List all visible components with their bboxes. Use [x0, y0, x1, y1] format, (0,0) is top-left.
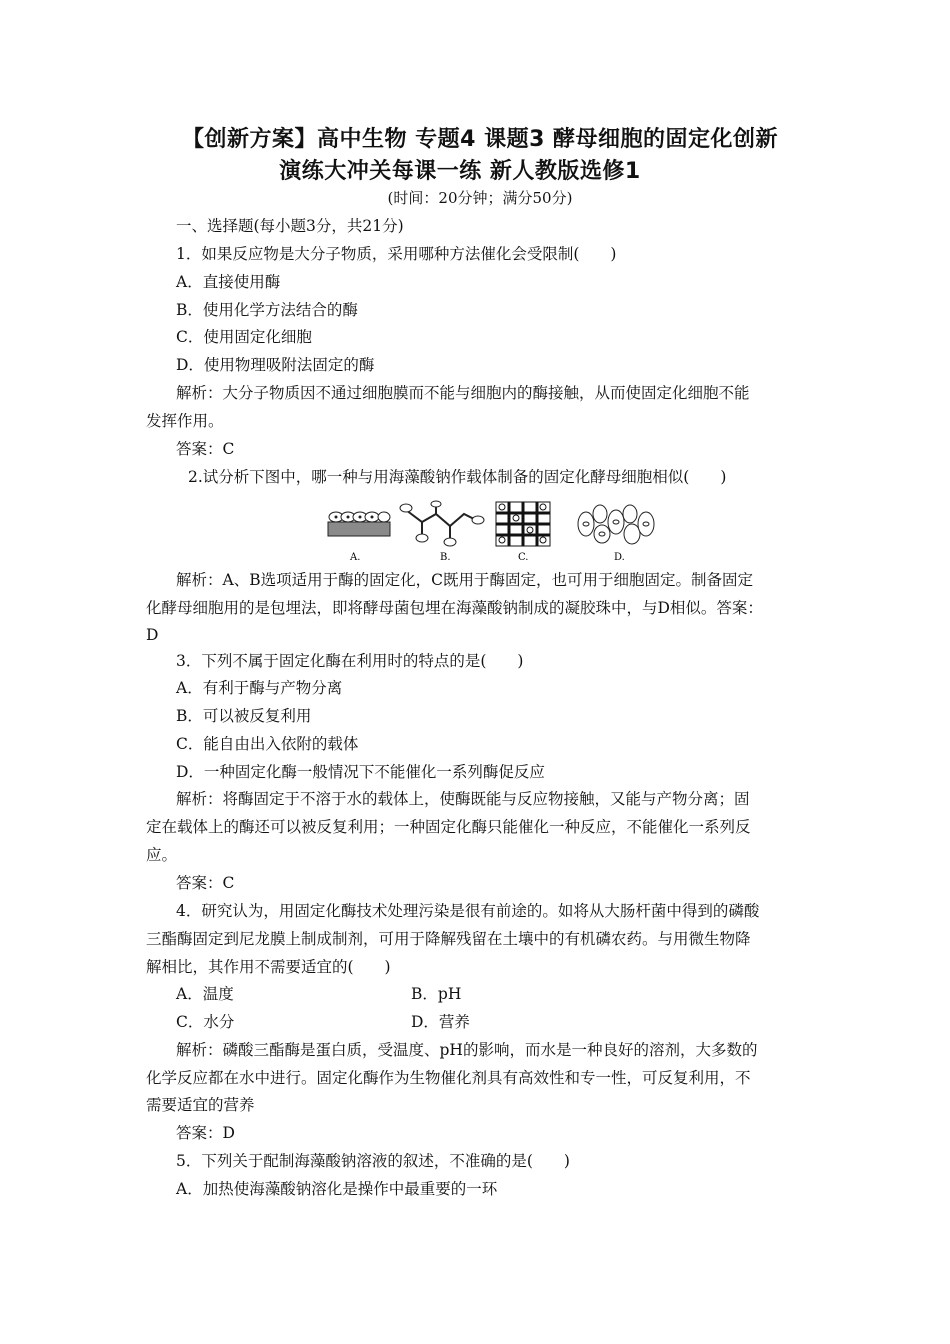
q1-option-a: A．直接使用酶	[176, 273, 281, 291]
q1-answer: 答案：C	[176, 440, 235, 458]
q1-option-d: D．使用物理吸附法固定的酶	[176, 356, 375, 374]
q4-option-b: B．pH	[411, 985, 462, 1003]
q4-option-d: D．营养	[411, 1013, 470, 1031]
q2-stem: 2.试分析下图中，哪一种与用海藻酸钠作载体制备的固定化酵母细胞相似( )	[188, 468, 727, 486]
figure-label-a: A.	[350, 552, 361, 563]
q4-explanation-line3: 需要适宜的营养	[146, 1096, 255, 1114]
figure-a-adsorption	[328, 512, 390, 536]
q2-explanation-line1: 解析：A、B选项适用于酶的固定化，C既用于酶固定，也可用于细胞固定。制备固定	[176, 571, 753, 589]
section-heading: 一、选择题(每小题3分，共21分)	[176, 217, 404, 235]
q2-explanation-line2: 化酵母细胞用的是包埋法，即将酵母菌包埋在海藻酸钠制成的凝胶珠中，与D相似。答案：	[146, 599, 763, 617]
q1-option-b: B．使用化学方法结合的酶	[176, 301, 358, 319]
doc-title-line2: 演练大冲关每课一练 新人教版选修1	[279, 159, 641, 184]
q3-explanation-line3: 应。	[146, 846, 178, 864]
q1-explanation-line1: 解析：大分子物质因不通过细胞膜而不能与细胞内的酶接触，从而使固定化细胞不能	[176, 384, 750, 402]
q3-stem: 3．下列不属于固定化酶在利用时的特点的是( )	[176, 652, 524, 670]
q4-option-c: C．水分	[176, 1013, 235, 1031]
q2-explanation-line3: D	[146, 626, 159, 644]
q4-option-a: A．温度	[176, 985, 234, 1003]
q3-answer: 答案：C	[176, 874, 235, 892]
q3-option-c: C．能自由出入依附的载体	[176, 735, 359, 753]
q1-stem: 1．如果反应物是大分子物质，采用哪种方法催化会受限制( )	[176, 245, 617, 263]
q3-explanation-line2: 定在载体上的酶还可以被反复利用；一种固定化酶只能催化一种反应，不能催化一系列反	[146, 818, 751, 836]
figure-b-crosslinking	[400, 501, 484, 546]
q4-stem-line1: 4．研究认为，用固定化酶技术处理污染是很有前途的。如将从大肠杆菌中得到的磷酸	[176, 902, 760, 920]
q3-explanation-line1: 解析：将酶固定于不溶于水的载体上，使酶既能与反应物接触，又能与产物分离；固	[176, 790, 750, 808]
q4-explanation-line2: 化学反应都在水中进行。固定化酶作为生物催化剂具有高效性和专一性，可反复利用，不	[146, 1069, 751, 1087]
figure-label-b: B.	[440, 552, 451, 563]
q1-explanation-line2: 发挥作用。	[146, 412, 224, 430]
q3-option-a: A．有利于酶与产物分离	[176, 679, 343, 697]
figure-label-c: C.	[518, 552, 529, 563]
q5-option-a: A．加热使海藻酸钠溶化是操作中最重要的一环	[176, 1180, 498, 1198]
q4-answer: 答案：D	[176, 1124, 235, 1142]
doc-subtitle: (时间：20分钟；满分50分)	[387, 189, 573, 207]
figure-label-d: D.	[614, 552, 625, 563]
q1-option-c: C．使用固定化细胞	[176, 328, 312, 346]
doc-title-line1: 【创新方案】高中生物 专题4 课题3 酵母细胞的固定化创新	[181, 127, 779, 152]
q3-option-b: B．可以被反复利用	[176, 707, 312, 725]
figure-d-embedding	[578, 505, 654, 544]
q4-stem-line2: 三酯酶固定到尼龙膜上制成制剂，可用于降解残留在土壤中的有机磷农药。与用微生物降	[146, 930, 751, 948]
q4-stem-line3: 解相比，其作用不需要适宜的( )	[146, 958, 391, 976]
figure-c-microcapsule	[496, 502, 550, 546]
q5-stem: 5．下列关于配制海藻酸钠溶液的叙述，不准确的是( )	[176, 1152, 570, 1170]
q3-option-d: D．一种固定化酶一般情况下不能催化一系列酶促反应	[176, 763, 545, 781]
q4-explanation-line1: 解析：磷酸三酯酶是蛋白质，受温度、pH的影响，而水是一种良好的溶剂，大多数的	[176, 1041, 758, 1059]
q2-figure	[324, 500, 664, 564]
